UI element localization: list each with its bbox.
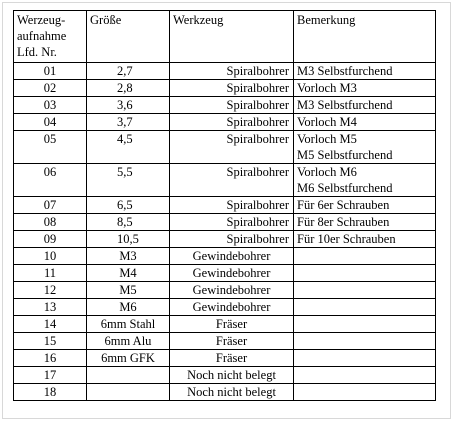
cell-lfd-nr: 01 (14, 63, 87, 80)
table-row (14, 63, 436, 80)
cell-bemerkung (294, 164, 436, 197)
table-row (14, 97, 436, 114)
cell-groesse: 3,6 (87, 97, 170, 114)
cell-werkzeug: Gewindebohrer (170, 299, 294, 316)
cell-bemerkung (294, 316, 436, 333)
table-row (14, 164, 436, 197)
cell-werkzeug: Spiralbohrer (170, 214, 294, 231)
cell-werkzeug: Gewindebohrer (170, 248, 294, 265)
table-row (14, 197, 436, 214)
cell-lfd-nr: 16 (14, 350, 87, 367)
bemerkung-line: M3 Selbstfurchend (297, 64, 393, 78)
cell-groesse: 6mm GFK (87, 350, 170, 367)
bemerkung-line: M5 Selbstfurchend (297, 148, 393, 162)
table-row (14, 231, 436, 248)
cell-bemerkung (294, 131, 436, 164)
cell-groesse: 6mm Alu (87, 333, 170, 350)
cell-lfd-nr: 04 (14, 114, 87, 131)
table-row (14, 316, 436, 333)
cell-bemerkung (294, 114, 436, 131)
bemerkung-line: M6 Selbstfurchend (297, 181, 393, 195)
cell-bemerkung (294, 214, 436, 231)
cell-groesse: 3,7 (87, 114, 170, 131)
cell-groesse (87, 367, 170, 384)
cell-groesse: M4 (87, 265, 170, 282)
cell-werkzeug: Spiralbohrer (170, 164, 294, 197)
cell-werkzeug: Spiralbohrer (170, 231, 294, 248)
table-row (14, 299, 436, 316)
cell-lfd-nr: 11 (14, 265, 87, 282)
bemerkung-line: Vorloch M4 (297, 115, 357, 129)
header-lfd-nr-line: aufnahme (17, 29, 67, 43)
cell-groesse: M3 (87, 248, 170, 265)
cell-groesse: 2,8 (87, 80, 170, 97)
table-row (14, 367, 436, 384)
cell-bemerkung (294, 299, 436, 316)
cell-bemerkung (294, 265, 436, 282)
cell-werkzeug: Fräser (170, 333, 294, 350)
table-row (14, 114, 436, 131)
cell-bemerkung (294, 282, 436, 299)
cell-lfd-nr: 07 (14, 197, 87, 214)
bemerkung-line: Für 10er Schrauben (297, 232, 396, 246)
cell-bemerkung (294, 350, 436, 367)
table-row (14, 282, 436, 299)
header-groesse: Größe (87, 11, 170, 63)
cell-werkzeug: Fräser (170, 316, 294, 333)
cell-groesse: M5 (87, 282, 170, 299)
cell-werkzeug: Gewindebohrer (170, 265, 294, 282)
cell-groesse: 2,7 (87, 63, 170, 80)
cell-lfd-nr: 05 (14, 131, 87, 164)
header-lfd-nr-line: Werzeug- (17, 13, 66, 27)
cell-bemerkung (294, 384, 436, 401)
cell-bemerkung (294, 197, 436, 214)
table-header-row (14, 11, 436, 63)
cell-lfd-nr: 09 (14, 231, 87, 248)
cell-groesse (87, 384, 170, 401)
cell-groesse: 5,5 (87, 164, 170, 197)
cell-lfd-nr: 18 (14, 384, 87, 401)
cell-bemerkung (294, 367, 436, 384)
header-bemerkung: Bemerkung (294, 11, 436, 63)
bemerkung-line: Für 8er Schrauben (297, 215, 390, 229)
header-lfd-nr (14, 11, 87, 63)
cell-bemerkung (294, 97, 436, 114)
cell-lfd-nr: 14 (14, 316, 87, 333)
cell-groesse: 6mm Stahl (87, 316, 170, 333)
cell-lfd-nr: 15 (14, 333, 87, 350)
cell-lfd-nr: 13 (14, 299, 87, 316)
cell-werkzeug: Spiralbohrer (170, 131, 294, 164)
cell-bemerkung (294, 231, 436, 248)
tool-table (13, 10, 436, 401)
cell-lfd-nr: 08 (14, 214, 87, 231)
table-row (14, 265, 436, 282)
table-row (14, 131, 436, 164)
cell-werkzeug: Spiralbohrer (170, 80, 294, 97)
cell-lfd-nr: 10 (14, 248, 87, 265)
table-row (14, 214, 436, 231)
cell-groesse: M6 (87, 299, 170, 316)
cell-bemerkung (294, 63, 436, 80)
cell-groesse: 6,5 (87, 197, 170, 214)
bemerkung-line: Vorloch M5 (297, 132, 357, 146)
header-werkzeug: Werkzeug (170, 11, 294, 63)
cell-werkzeug: Noch nicht belegt (170, 367, 294, 384)
table-row (14, 248, 436, 265)
cell-groesse: 10,5 (87, 231, 170, 248)
table-row (14, 384, 436, 401)
cell-lfd-nr: 12 (14, 282, 87, 299)
cell-lfd-nr: 17 (14, 367, 87, 384)
cell-bemerkung (294, 80, 436, 97)
cell-bemerkung (294, 333, 436, 350)
cell-werkzeug: Gewindebohrer (170, 282, 294, 299)
table-body (14, 63, 436, 401)
cell-werkzeug: Spiralbohrer (170, 114, 294, 131)
cell-werkzeug: Fräser (170, 350, 294, 367)
cell-lfd-nr: 03 (14, 97, 87, 114)
table-row (14, 333, 436, 350)
cell-werkzeug: Spiralbohrer (170, 197, 294, 214)
bemerkung-line: M3 Selbstfurchend (297, 98, 393, 112)
bemerkung-line: Vorloch M3 (297, 81, 357, 95)
cell-lfd-nr: 06 (14, 164, 87, 197)
cell-werkzeug: Spiralbohrer (170, 97, 294, 114)
table-row (14, 80, 436, 97)
cell-groesse: 8,5 (87, 214, 170, 231)
header-lfd-nr-line: Lfd. Nr. (17, 45, 57, 59)
cell-werkzeug: Spiralbohrer (170, 63, 294, 80)
table-row (14, 350, 436, 367)
bemerkung-line: Vorloch M6 (297, 165, 357, 179)
cell-groesse: 4,5 (87, 131, 170, 164)
cell-bemerkung (294, 248, 436, 265)
cell-werkzeug: Noch nicht belegt (170, 384, 294, 401)
cell-lfd-nr: 02 (14, 80, 87, 97)
bemerkung-line: Für 6er Schrauben (297, 198, 390, 212)
